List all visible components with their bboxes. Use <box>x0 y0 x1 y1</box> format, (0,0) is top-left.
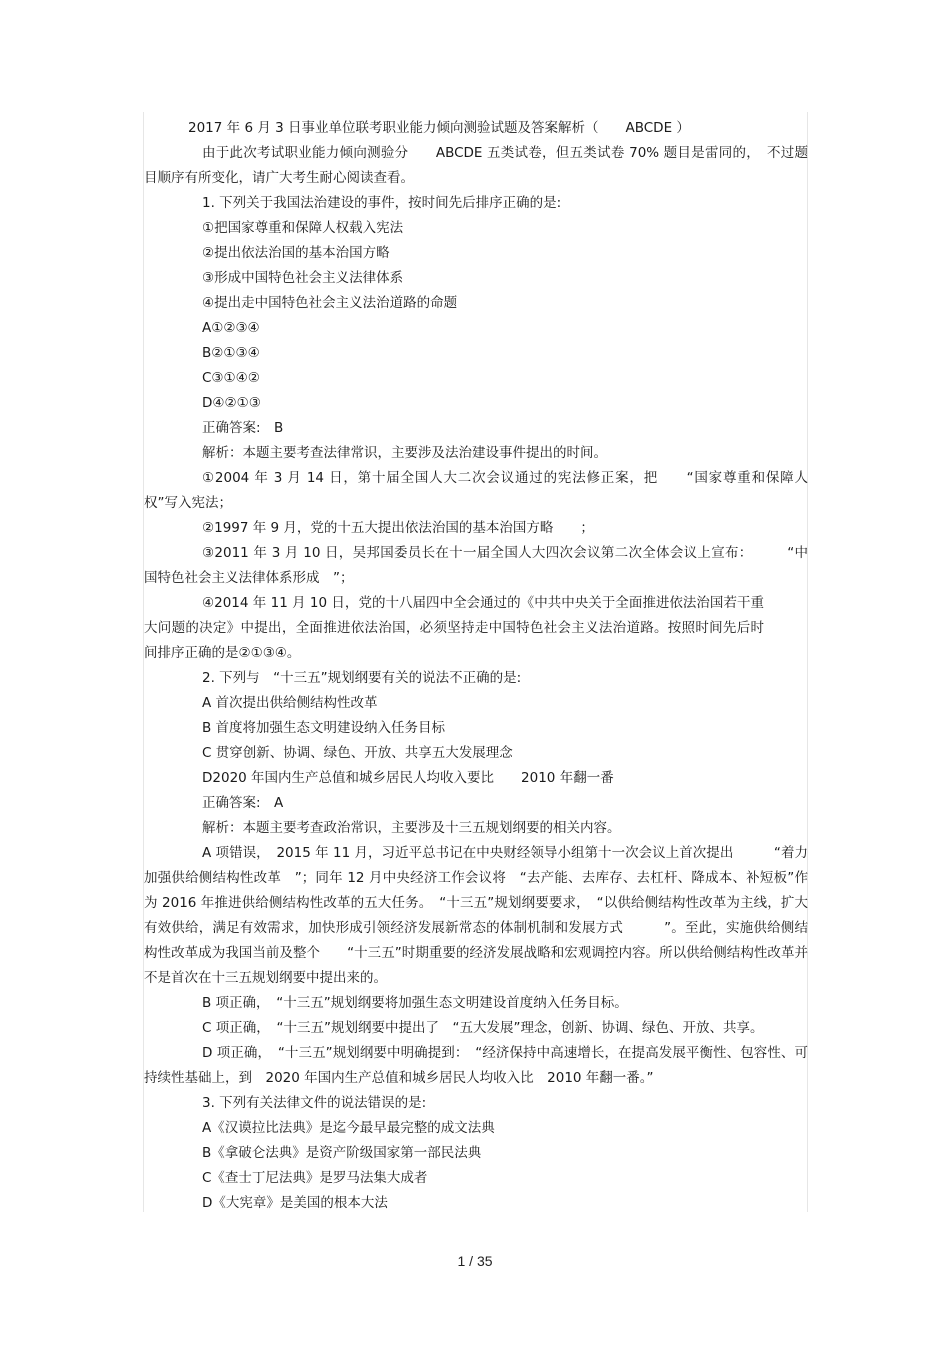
question-1-option-d: D④②①③ <box>202 395 261 411</box>
question-1-item: ④提出走中国特色社会主义法治道路的命题 <box>202 295 458 311</box>
question-1-option-a: A①②③④ <box>202 320 260 336</box>
question-3-option-b: B《拿破仑法典》是资产阶级国家第一部民法典 <box>202 1145 482 1161</box>
page-number: 1 / 35 <box>457 1253 493 1269</box>
question-2-answer: 正确答案: A <box>202 795 284 811</box>
question-2-option-a: A 首次提出供给侧结构性改革 <box>202 695 378 711</box>
question-1-answer: 正确答案: B <box>202 420 284 436</box>
question-2-option-b: B 首度将加强生态文明建设纳入任务目标 <box>202 720 446 736</box>
question-1-stem: 1. 下列关于我国法治建设的事件，按时间先后排序正确的是: <box>202 195 562 211</box>
question-1-option-c: C③①④② <box>202 370 260 386</box>
question-1-analysis: 解析：本题主要考查法律常识，主要涉及法治建设事件提出的时间。 <box>202 445 607 461</box>
intro-paragraph: 由于此次考试职业能力倾向测验分 ABCDE 五类试卷，但五类试卷 70% 题目是雷同的， 不过题目顺序有所变化，请广大考生耐心阅读查看。 <box>144 145 808 186</box>
question-2-analysis: 解析：本题主要考查政治常识，主要涉及十三五规划纲要的相关内容。 <box>202 820 621 836</box>
question-1-point-1: ①2004 年 3 月 14 日，第十届全国人大二次会议通过的宪法修正案，把 “国家尊重和保障人权”写入宪法； <box>144 470 808 511</box>
question-1-point-4: ④2014 年 11 月 10 日，党的十八届四中全会通过的《中共中央关于全面推进依法治国若干重大问题的决定》中提出，全面推进依法治国，必须坚持走中国特色社会主义法治道路。按照时间先后时间排序正确的是②①③④。 <box>144 595 764 661</box>
question-3-option-c: C《查士丁尼法典》是罗马法集大成者 <box>202 1170 428 1186</box>
question-3-option-a: A《汉谟拉比法典》是迄今最早最完整的成文法典 <box>202 1120 495 1136</box>
question-2-option-d: D2020 年国内生产总值和城乡居民人均收入要比 2010 年翻一番 <box>202 770 614 786</box>
question-3-stem: 3. 下列有关法律文件的说法错误的是: <box>202 1095 427 1111</box>
question-2-point-b: B 项正确， “十三五”规划纲要将加强生态文明建设首度纳入任务目标。 <box>202 995 628 1011</box>
question-1-item: ②提出依法治国的基本治国方略 <box>202 245 390 261</box>
question-2-stem: 2. 下列与 “十三五”规划纲要有关的说法不正确的是: <box>202 670 522 686</box>
document-body <box>144 116 808 1216</box>
question-1-point-2: ②1997 年 9 月，党的十五大提出依法治国的基本治国方略 ； <box>202 520 594 536</box>
question-1-point-3: ③2011 年 3 月 10 日，吴邦国委员长在十一届全国人大四次会议第二次全体会议上宣布： “中国特色社会主义法律体系形成 ”； <box>144 545 808 586</box>
question-3-option-d: D《大宪章》是美国的根本大法 <box>202 1195 388 1211</box>
question-2-option-c: C 贯穿创新、协调、绿色、开放、共享五大发展理念 <box>202 745 513 761</box>
question-2-point-a: A 项错误， 2015 年 11 月，习近平总书记在中央财经领导小组第十一次会议上首次提出 “着力加强供给侧结构性改革 ”；同年 12 月中央经济工作会议将 “去产能、去库存、去杠杆、降成本、补短板”作为 2016 年推进供给侧结构性改革的五大任务。 “十三五”规划纲要要求， “以供给侧结构性改革为主线，扩大有效供给，满足有效需求，加快形成引领经济发展新常态的体制机制和发展方式 ”。至此，实施供给侧结构性改革成为我国当前及整个 “十三五”时期重要的经济发展战略和宏观调控内容。所以供给侧结构性改革并不是首次在十三五规划纲要中提出来的。 <box>144 845 808 986</box>
question-2-point-c: C 项正确， “十三五”规划纲要中提出了 “五大发展”理念，创新、协调、绿色、开放、共享。 <box>202 1020 764 1036</box>
document-title: 2017 年 6 月 3 日事业单位联考职业能力倾向测验试题及答案解析（ ABCDE ） <box>188 120 690 136</box>
question-1-item: ①把国家尊重和保障人权载入宪法 <box>202 220 404 236</box>
question-1-item: ③形成中国特色社会主义法律体系 <box>202 270 404 286</box>
question-2-point-d: D 项正确， “十三五”规划纲要中明确提到： “经济保持中高速增长，在提高发展平衡性、包容性、可持续性基础上，到 2020 年国内生产总值和城乡居民人均收入比 2010 年翻一番。” <box>144 1045 808 1086</box>
question-1-option-b: B②①③④ <box>202 345 260 361</box>
